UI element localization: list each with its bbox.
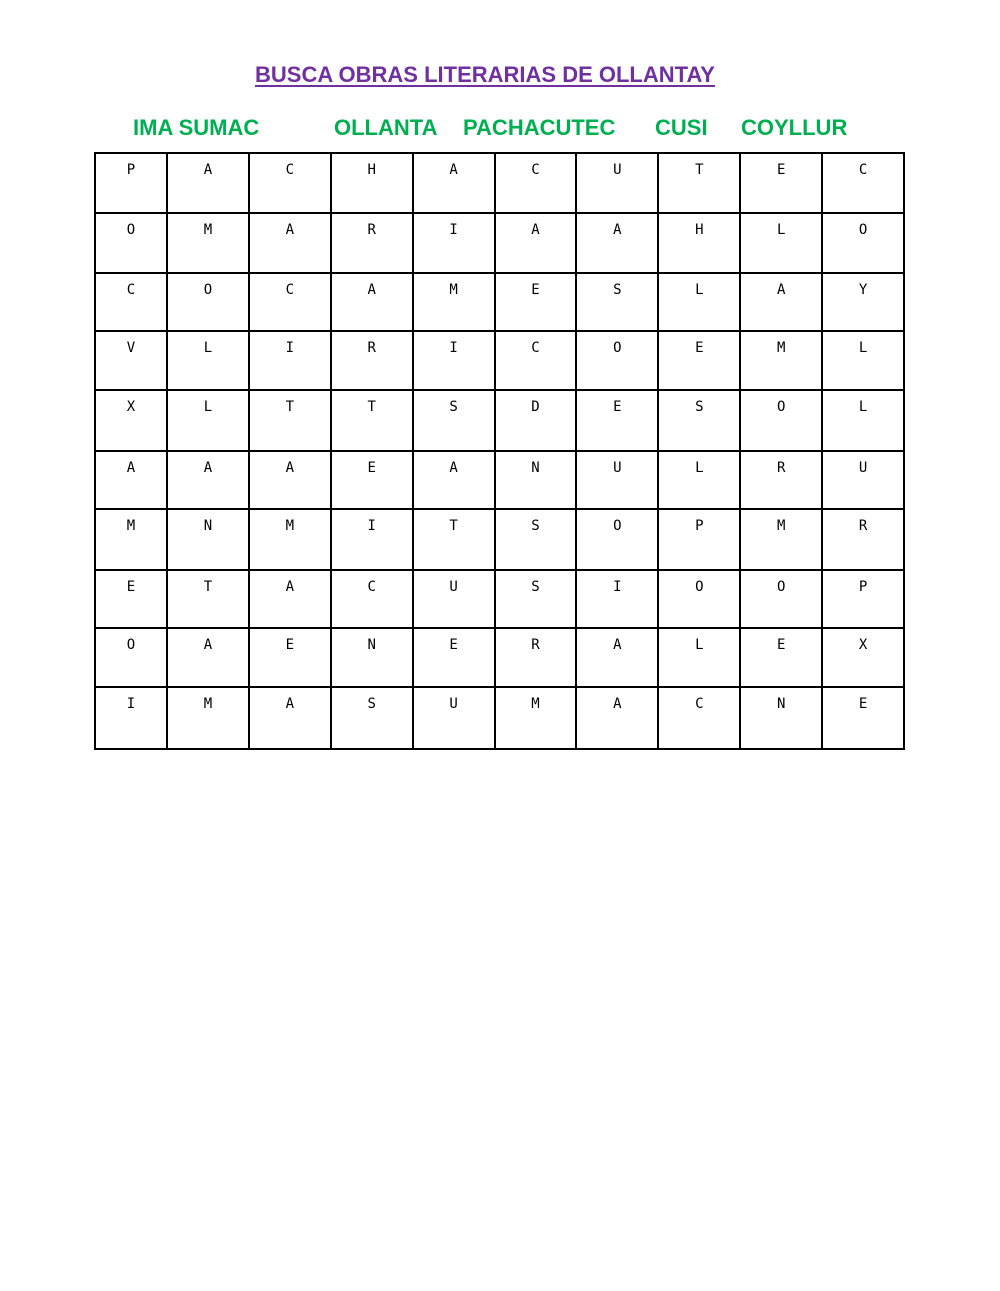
grid-cell: I — [95, 687, 167, 749]
grid-cell: D — [495, 390, 577, 451]
grid-row — [95, 153, 904, 213]
grid-row — [95, 331, 904, 390]
worksheet-title: BUSCA OBRAS LITERARIAS DE OLLANTAY — [255, 62, 715, 87]
grid-cell: I — [413, 213, 495, 273]
grid-cell: O — [167, 273, 249, 331]
grid-cell: E — [822, 687, 904, 749]
grid-cell: V — [95, 331, 167, 390]
word-list-item: IMA SUMAC — [133, 115, 260, 140]
word-list-item: CUSI — [655, 115, 708, 140]
grid-cell: C — [331, 570, 413, 628]
grid-cell: S — [658, 390, 740, 451]
grid-cell: O — [576, 331, 658, 390]
grid-cell: E — [95, 570, 167, 628]
grid-cell: I — [576, 570, 658, 628]
grid-cell: O — [740, 390, 822, 451]
grid-cell: C — [495, 331, 577, 390]
grid-cell: M — [95, 509, 167, 570]
grid-cell: E — [413, 628, 495, 687]
grid-cell: L — [822, 331, 904, 390]
grid-cell: E — [740, 153, 822, 213]
grid-cell: C — [249, 153, 331, 213]
grid-cell: N — [331, 628, 413, 687]
grid-cell: L — [822, 390, 904, 451]
grid-cell: I — [249, 331, 331, 390]
grid-cell: C — [822, 153, 904, 213]
grid-cell: A — [167, 451, 249, 509]
grid-cell: T — [658, 153, 740, 213]
grid-cell: A — [167, 153, 249, 213]
grid-cell: R — [331, 213, 413, 273]
grid-cell: E — [249, 628, 331, 687]
grid-cell: P — [95, 153, 167, 213]
grid-cell: N — [495, 451, 577, 509]
grid-cell: A — [576, 213, 658, 273]
grid-cell: E — [331, 451, 413, 509]
grid-cell: C — [495, 153, 577, 213]
grid-cell: L — [167, 331, 249, 390]
grid-cell: L — [740, 213, 822, 273]
grid-row — [95, 451, 904, 509]
grid-cell: T — [331, 390, 413, 451]
grid-cell: T — [167, 570, 249, 628]
grid-row — [95, 570, 904, 628]
grid-cell: U — [576, 451, 658, 509]
word-search-grid — [94, 152, 905, 750]
grid-cell: A — [249, 687, 331, 749]
grid-cell: M — [167, 687, 249, 749]
grid-cell: L — [658, 451, 740, 509]
grid-row — [95, 390, 904, 451]
grid-cell: A — [249, 451, 331, 509]
grid-cell: O — [658, 570, 740, 628]
grid-cell: R — [740, 451, 822, 509]
grid-cell: H — [331, 153, 413, 213]
grid-cell: O — [822, 213, 904, 273]
grid-cell: X — [822, 628, 904, 687]
grid-cell: C — [249, 273, 331, 331]
word-list-item: PACHACUTEC — [463, 115, 616, 140]
grid-cell: E — [576, 390, 658, 451]
word-list-item: OLLANTA — [334, 115, 438, 140]
grid-cell: A — [249, 570, 331, 628]
grid-cell: S — [495, 570, 577, 628]
grid-cell: I — [331, 509, 413, 570]
grid-row — [95, 628, 904, 687]
grid-cell: P — [658, 509, 740, 570]
grid-cell: M — [495, 687, 577, 749]
grid-cell: E — [740, 628, 822, 687]
grid-cell: A — [95, 451, 167, 509]
grid-row — [95, 687, 904, 749]
grid-row — [95, 273, 904, 331]
grid-cell: U — [822, 451, 904, 509]
grid-cell: M — [167, 213, 249, 273]
grid-cell: S — [331, 687, 413, 749]
grid-cell: C — [658, 687, 740, 749]
grid-cell: N — [740, 687, 822, 749]
grid-cell: C — [95, 273, 167, 331]
grid-cell: L — [658, 273, 740, 331]
grid-cell: O — [740, 570, 822, 628]
grid-cell: A — [331, 273, 413, 331]
grid-cell: M — [413, 273, 495, 331]
grid-cell: O — [576, 509, 658, 570]
grid-cell: I — [413, 331, 495, 390]
grid-cell: L — [167, 390, 249, 451]
grid-cell: P — [822, 570, 904, 628]
grid-row — [95, 509, 904, 570]
grid-cell: R — [495, 628, 577, 687]
grid-cell: O — [95, 213, 167, 273]
grid-cell: R — [331, 331, 413, 390]
grid-cell: M — [740, 331, 822, 390]
grid-cell: A — [413, 153, 495, 213]
grid-cell: A — [576, 628, 658, 687]
grid-cell: Y — [822, 273, 904, 331]
grid-cell: U — [576, 153, 658, 213]
grid-cell: L — [658, 628, 740, 687]
grid-cell: A — [740, 273, 822, 331]
grid-cell: A — [249, 213, 331, 273]
grid-cell: A — [495, 213, 577, 273]
grid-cell: T — [413, 509, 495, 570]
grid-cell: E — [658, 331, 740, 390]
grid-cell: U — [413, 570, 495, 628]
grid-cell: N — [167, 509, 249, 570]
grid-cell: O — [95, 628, 167, 687]
grid-cell: A — [167, 628, 249, 687]
grid-cell: M — [740, 509, 822, 570]
grid-cell: T — [249, 390, 331, 451]
grid-cell: X — [95, 390, 167, 451]
grid-cell: U — [413, 687, 495, 749]
grid-cell: S — [576, 273, 658, 331]
grid-cell: A — [413, 451, 495, 509]
grid-cell: S — [413, 390, 495, 451]
grid-cell: A — [576, 687, 658, 749]
grid-cell: R — [822, 509, 904, 570]
grid-cell: E — [495, 273, 577, 331]
grid-cell: M — [249, 509, 331, 570]
word-list-item: COYLLUR — [741, 115, 848, 140]
grid-row — [95, 213, 904, 273]
grid-cell: S — [495, 509, 577, 570]
grid-cell: H — [658, 213, 740, 273]
